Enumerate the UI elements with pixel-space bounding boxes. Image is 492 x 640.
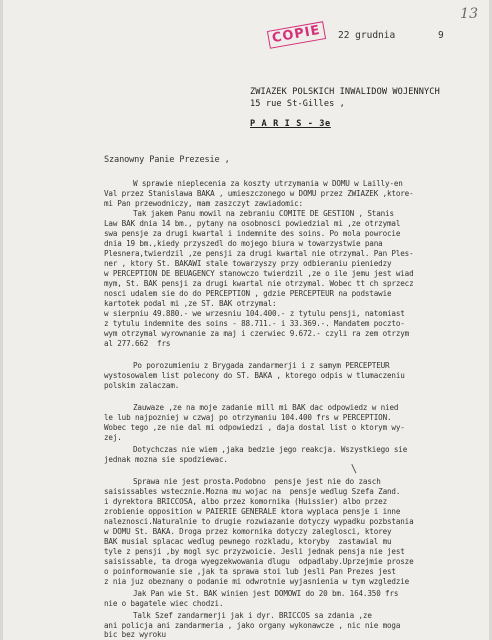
body-line: Tak jakem Panu mowil na zebraniu COMITE DE GESTION , Stanis — [133, 209, 394, 218]
body-line: z nia juz obeznany o podanie mi odwrotnie wyjasnienia w tym wzgledzie — [104, 577, 410, 586]
body-line: kartotek podal mi ,ze ST. BAK otrzymal: — [104, 299, 277, 308]
body-line: Wobec tego ,ze nie dal mi odpowiedzi , daja dostal list o ktorym wy- — [104, 423, 405, 432]
body-line: BAK musial splacac wedlug pewnego rozkladu, ktoryby zastawial mu — [104, 537, 392, 546]
body-line: z tytulu indemnite des soins - 88.711.- i 33.369.-. Mandatem poczto- — [104, 319, 405, 328]
body-line: wym otrzymal wyrownanie za maj i czerwiec 9.672.- czyli ra zem otrzym — [104, 329, 410, 338]
body-line: naleznosci.Naturalnie to drugie rozwiazanie dotyczy wypadku pozbstania — [104, 517, 414, 526]
body-line: Dotychczas nie wiem ,jaka bedzie jego reakcja. Wszystkiego sie — [133, 445, 408, 454]
body-line: zrobienie opposition w PAIERIE GENERALE ktora wyplaca pensje i inne — [104, 507, 401, 516]
handwritten-page-number: 13 — [460, 6, 478, 22]
body-line: bic bez wyroku — [104, 630, 166, 639]
body-line: o poinformowanie sie ,jak ta sprawa stoi lub jesli Pan Prezes jest — [104, 567, 396, 576]
letter-date: 22 grudnia — [338, 30, 396, 41]
copie-stamp: COPIE — [267, 21, 326, 49]
body-line: Po porozumieniu z Brygada zandarmerji i z samym PERCEPTEUR — [133, 361, 390, 370]
body-line: jednak mozna sie spodziewac. — [104, 455, 228, 464]
body-line: nosci udalem sie do do PERCEPTION , gdzie PERCEPTEUR na podstawie — [104, 289, 392, 298]
body-line: mym, St. BAK pensji za drugi kwartal nie otrzymal. Wobec tt ch sprzecz — [104, 279, 414, 288]
body-line: Talk Szef zandarmerji jak i dyr. BRICCOS sa zdania ,ze — [133, 611, 372, 620]
body-line: saisissables wstecznie.Mozna mu wojac na pensje wedlug Szefa Zand. — [104, 487, 401, 496]
body-line: Plesnera,twierdzil ,ze pensji za drugi kwartal nie otrzymal. Pan Ples- — [104, 249, 414, 258]
body-line: polskim zalaczam. — [104, 381, 180, 390]
body-line: i dyrektora BRICCOSA, albo przez komornika (Huissier) albo przez — [104, 497, 387, 506]
body-line: ner , ktory St. BAKAWI stale towarzyszy przy odbieraniu pieniedzy — [104, 259, 392, 268]
recipient-line-1: ZWIAZEK POLSKICH INWALIDOW WOJENNYCH — [250, 87, 440, 97]
left-page-edge — [0, 0, 3, 640]
body-line: swa pensje za drugi kwartal i indemnite des soins. Po mola powrocie — [104, 229, 401, 238]
body-line: tyle z pensji ,by mogl syc przyzwoicie. Jesli jednak pensja nie jest — [104, 547, 405, 556]
body-line: al 277.662 frs — [104, 339, 171, 348]
body-line: zej. — [104, 433, 122, 442]
body-line: Zauwaze ,ze na moje zadanie mill mi BAK dac odpowiedz w nied — [133, 403, 399, 412]
body-line: le lub najpozniej w czwaj po otrzymaniu 104.400 frs w PERCEPTION. — [104, 413, 392, 422]
body-line: Law BAK dnia 14 bm., pytany na osobnosci powiedzial mi ,ze otrzymal — [104, 219, 401, 228]
body-line: nie o bagatele wiec chodzi. — [104, 599, 224, 608]
body-line: saisissable, ta droga wyegzekwowania dlugu odpadlaby.Uprzejmie prosze — [104, 557, 414, 566]
body-line: Jak Pan wie St. BAK winien jest DOMOWI do 20 bm. 164.350 frs — [133, 589, 399, 598]
recipient-line-2: 15 rue St-Gilles , — [250, 99, 345, 109]
body-line: w DOMU St. BAKA. Droga przez komornika dotyczy zaleglosci, ktorey — [104, 527, 392, 536]
body-line: mi Pan przewodniczy, mam zaszczyt zawiadomic: — [104, 199, 303, 208]
typed-page-number: 9 — [438, 30, 444, 41]
body-line: Sprawa nie jest prosta.Podobno pensje jest nie do zasch — [133, 477, 381, 486]
body-line: w sierpniu 49.880.- we wrzesniu 104.400.- z tytulu pensji, natomiast — [104, 309, 405, 318]
body-line: dnia 19 bm.,kiedy przyszedl do mojego biura w towarzystwie pana — [104, 239, 383, 248]
handwritten-insertion-mark — [351, 461, 363, 474]
body-line: Val przez Stanislawa BAKA , umieszczonego w DOMU przez ZWIAZEK ,ktore- — [104, 189, 414, 198]
body-line: W sprawie nieplecenia za koszty utrzymania w DOMU w Lailly-en — [133, 179, 403, 188]
salutation: Szanowny Panie Prezesie , — [104, 155, 230, 165]
recipient-line-3: P A R I S - 3e — [250, 119, 331, 129]
body-line: wystosowalem list polecony do ST. BAKA , ktorego odpis w tlumaczeniu — [104, 371, 405, 380]
body-line: w PERCEPTION DE BEUAGENCY stanowczo twierdzil ,ze o ile jemu jest wiad — [104, 269, 414, 278]
body-line: ani policja ani zandarmeria , jako organy wykonawcze , nic nie moga — [104, 621, 401, 630]
